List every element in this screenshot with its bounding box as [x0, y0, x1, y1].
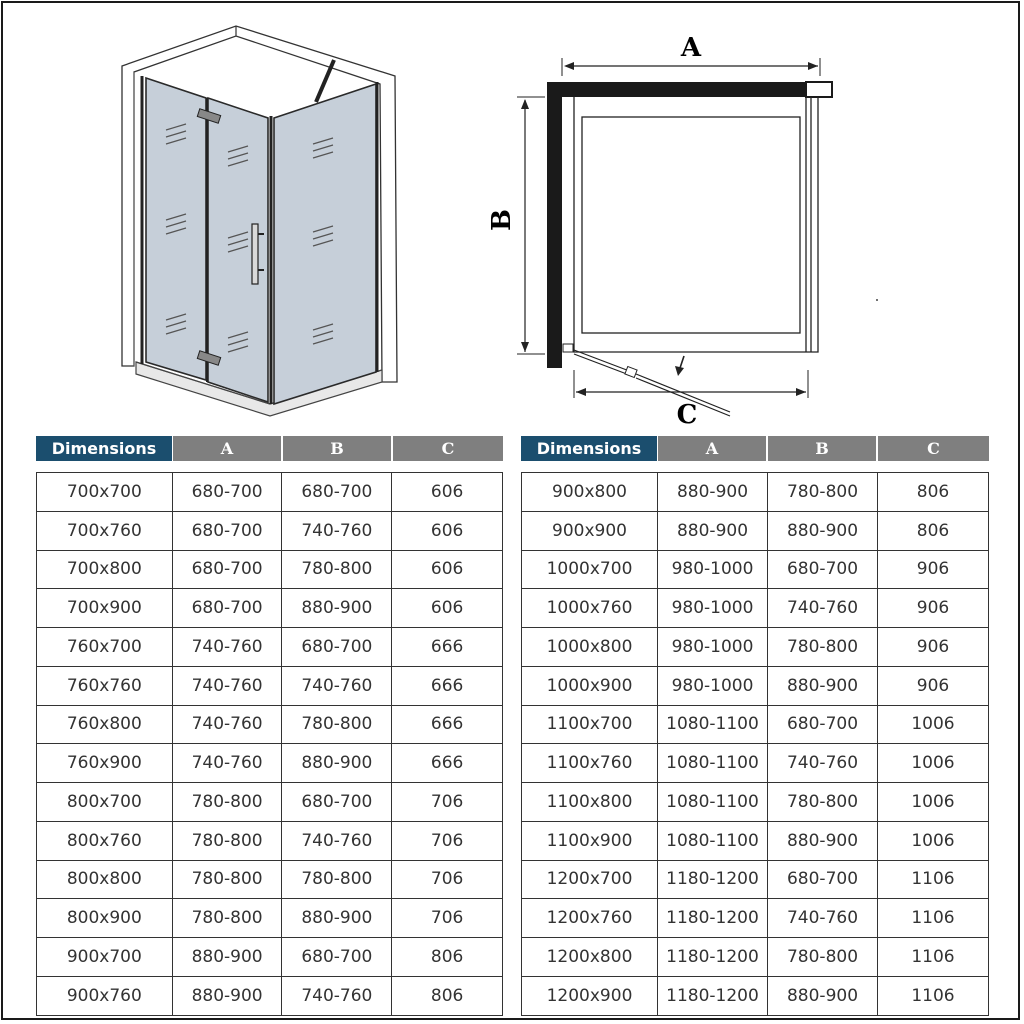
a-cell: 740-760	[173, 628, 283, 666]
a-cell: 1080-1100	[658, 706, 768, 744]
b-cell: 780-800	[768, 783, 878, 821]
b-cell: 780-800	[768, 473, 878, 511]
b-cell: 880-900	[768, 667, 878, 705]
c-cell: 906	[878, 667, 989, 705]
b-cell: 680-700	[282, 938, 392, 976]
c-cell: 806	[392, 977, 503, 1015]
dimensions-cell: 1000x760	[522, 589, 658, 627]
label-b: B	[487, 209, 517, 231]
c-cell: 706	[392, 899, 503, 937]
label-a: A	[680, 33, 702, 63]
dimensions-cell: 700x800	[37, 551, 173, 589]
c-cell: 806	[878, 473, 989, 511]
dimensions-cell: 1100x800	[522, 783, 658, 821]
b-cell: 680-700	[768, 861, 878, 899]
a-cell: 740-760	[173, 667, 283, 705]
back-wall	[547, 82, 833, 97]
dimensions-cell: 1200x800	[522, 938, 658, 976]
b-cell: 740-760	[282, 512, 392, 550]
b-cell: 880-900	[282, 744, 392, 782]
side-wall	[547, 82, 562, 368]
a-cell: 740-760	[173, 706, 283, 744]
dimensions-cell: 700x760	[37, 512, 173, 550]
dimensions-cell: 1200x700	[522, 861, 658, 899]
dimensions-cell: 1000x800	[522, 628, 658, 666]
dimensions-cell: 700x900	[37, 589, 173, 627]
table-row	[522, 744, 989, 783]
dimensions-cell: 1200x760	[522, 899, 658, 937]
table-row	[522, 551, 989, 590]
table-row	[37, 861, 503, 900]
c-cell: 906	[878, 551, 989, 589]
table-row	[37, 628, 503, 667]
a-cell: 980-1000	[658, 551, 768, 589]
b-cell: 740-760	[768, 589, 878, 627]
header-c: C	[878, 436, 989, 461]
a-cell: 680-700	[173, 473, 283, 511]
table-row	[37, 822, 503, 861]
table-row	[37, 744, 503, 783]
table-row	[37, 667, 503, 706]
b-cell: 880-900	[282, 899, 392, 937]
a-cell: 1180-1200	[658, 938, 768, 976]
dimensions-cell: 800x900	[37, 899, 173, 937]
c-cell: 706	[392, 861, 503, 899]
dimensions-cell: 1200x900	[522, 977, 658, 1015]
table-row	[37, 938, 503, 977]
b-cell: 680-700	[768, 706, 878, 744]
c-cell: 1006	[878, 744, 989, 782]
table-row	[522, 783, 989, 822]
table-row	[522, 822, 989, 861]
table-row	[522, 473, 989, 512]
c-cell: 1006	[878, 706, 989, 744]
b-cell: 780-800	[282, 861, 392, 899]
b-cell: 680-700	[282, 783, 392, 821]
dimensions-cell: 760x700	[37, 628, 173, 666]
b-cell: 780-800	[768, 938, 878, 976]
table-body	[521, 472, 989, 1016]
c-cell: 606	[392, 473, 503, 511]
header-a: A	[658, 436, 766, 461]
label-c: C	[676, 400, 698, 430]
c-cell: 706	[392, 822, 503, 860]
b-cell: 740-760	[768, 744, 878, 782]
b-cell: 780-800	[282, 551, 392, 589]
c-cell: 806	[878, 512, 989, 550]
dimensions-cell: 1100x700	[522, 706, 658, 744]
header-a: A	[173, 436, 281, 461]
product-drawings	[0, 0, 1024, 430]
a-cell: 980-1000	[658, 589, 768, 627]
table-row	[522, 899, 989, 938]
a-cell: 780-800	[173, 899, 283, 937]
c-cell: 1006	[878, 822, 989, 860]
table-row	[522, 589, 989, 628]
dimensions-cell: 800x800	[37, 861, 173, 899]
dimensions-cell: 900x760	[37, 977, 173, 1015]
dimension-a	[562, 33, 820, 76]
c-cell: 806	[392, 938, 503, 976]
b-cell: 740-760	[768, 899, 878, 937]
c-cell: 666	[392, 667, 503, 705]
table-row	[37, 783, 503, 822]
table-row	[522, 938, 989, 977]
table-row	[522, 706, 989, 745]
a-cell: 880-900	[658, 512, 768, 550]
a-cell: 680-700	[173, 512, 283, 550]
a-cell: 1180-1200	[658, 861, 768, 899]
c-cell: 706	[392, 783, 503, 821]
table-row	[37, 706, 503, 745]
c-cell: 606	[392, 551, 503, 589]
dimensions-cell: 800x700	[37, 783, 173, 821]
dimensions-cell: 1100x900	[522, 822, 658, 860]
dimensions-cell: 700x700	[37, 473, 173, 511]
c-cell: 666	[392, 628, 503, 666]
a-cell: 780-800	[173, 861, 283, 899]
dimensions-cell: 900x900	[522, 512, 658, 550]
c-cell: 1106	[878, 861, 989, 899]
dimension-b	[487, 97, 545, 354]
c-cell: 606	[392, 512, 503, 550]
header-b: B	[283, 436, 391, 461]
a-cell: 1080-1100	[658, 822, 768, 860]
a-cell: 780-800	[173, 783, 283, 821]
c-cell: 1106	[878, 977, 989, 1015]
c-cell: 606	[392, 589, 503, 627]
dimensions-cell: 1000x700	[522, 551, 658, 589]
dimensions-cell: 760x800	[37, 706, 173, 744]
b-cell: 880-900	[768, 512, 878, 550]
b-cell: 740-760	[282, 822, 392, 860]
table-row	[37, 589, 503, 628]
table-row	[522, 628, 989, 667]
a-cell: 740-760	[173, 744, 283, 782]
table-row	[522, 977, 989, 1016]
table-row	[37, 977, 503, 1016]
a-cell: 780-800	[173, 822, 283, 860]
table-row	[522, 667, 989, 706]
dimensions-cell: 900x700	[37, 938, 173, 976]
dimensions-cell: 760x760	[37, 667, 173, 705]
b-cell: 680-700	[768, 551, 878, 589]
dimensions-cell: 760x900	[37, 744, 173, 782]
a-cell: 980-1000	[658, 628, 768, 666]
b-cell: 880-900	[768, 977, 878, 1015]
b-cell: 740-760	[282, 667, 392, 705]
a-cell: 880-900	[658, 473, 768, 511]
b-cell: 880-900	[282, 589, 392, 627]
dimensions-cell: 1100x760	[522, 744, 658, 782]
dimensions-cell: 1000x900	[522, 667, 658, 705]
a-cell: 880-900	[173, 977, 283, 1015]
dimensions-cell: 900x800	[522, 473, 658, 511]
dimension-c	[574, 370, 808, 430]
c-cell: 666	[392, 744, 503, 782]
b-cell: 780-800	[768, 628, 878, 666]
a-cell: 1080-1100	[658, 744, 768, 782]
c-cell: 1106	[878, 899, 989, 937]
header-dimensions: Dimensions	[36, 436, 172, 461]
table-row	[37, 899, 503, 938]
table-row	[37, 551, 503, 590]
c-cell: 1006	[878, 783, 989, 821]
table-row	[522, 512, 989, 551]
header-b: B	[768, 436, 876, 461]
header-dimensions: Dimensions	[521, 436, 657, 461]
b-cell: 880-900	[768, 822, 878, 860]
a-cell: 1080-1100	[658, 783, 768, 821]
b-cell: 780-800	[282, 706, 392, 744]
b-cell: 680-700	[282, 473, 392, 511]
a-cell: 680-700	[173, 589, 283, 627]
table-body	[36, 472, 503, 1016]
a-cell: 880-900	[173, 938, 283, 976]
c-cell: 666	[392, 706, 503, 744]
c-cell: 906	[878, 589, 989, 627]
a-cell: 680-700	[173, 551, 283, 589]
a-cell: 1180-1200	[658, 977, 768, 1015]
a-cell: 980-1000	[658, 667, 768, 705]
a-cell: 1180-1200	[658, 899, 768, 937]
c-cell: 906	[878, 628, 989, 666]
header-c: C	[393, 436, 503, 461]
plan-view-diagram	[487, 33, 878, 430]
c-cell: 1106	[878, 938, 989, 976]
table-row	[37, 473, 503, 512]
table-row	[522, 861, 989, 900]
table-row	[37, 512, 503, 551]
b-cell: 680-700	[282, 628, 392, 666]
shower-enclosure-illustration	[122, 26, 397, 416]
dimensions-cell: 800x760	[37, 822, 173, 860]
b-cell: 740-760	[282, 977, 392, 1015]
